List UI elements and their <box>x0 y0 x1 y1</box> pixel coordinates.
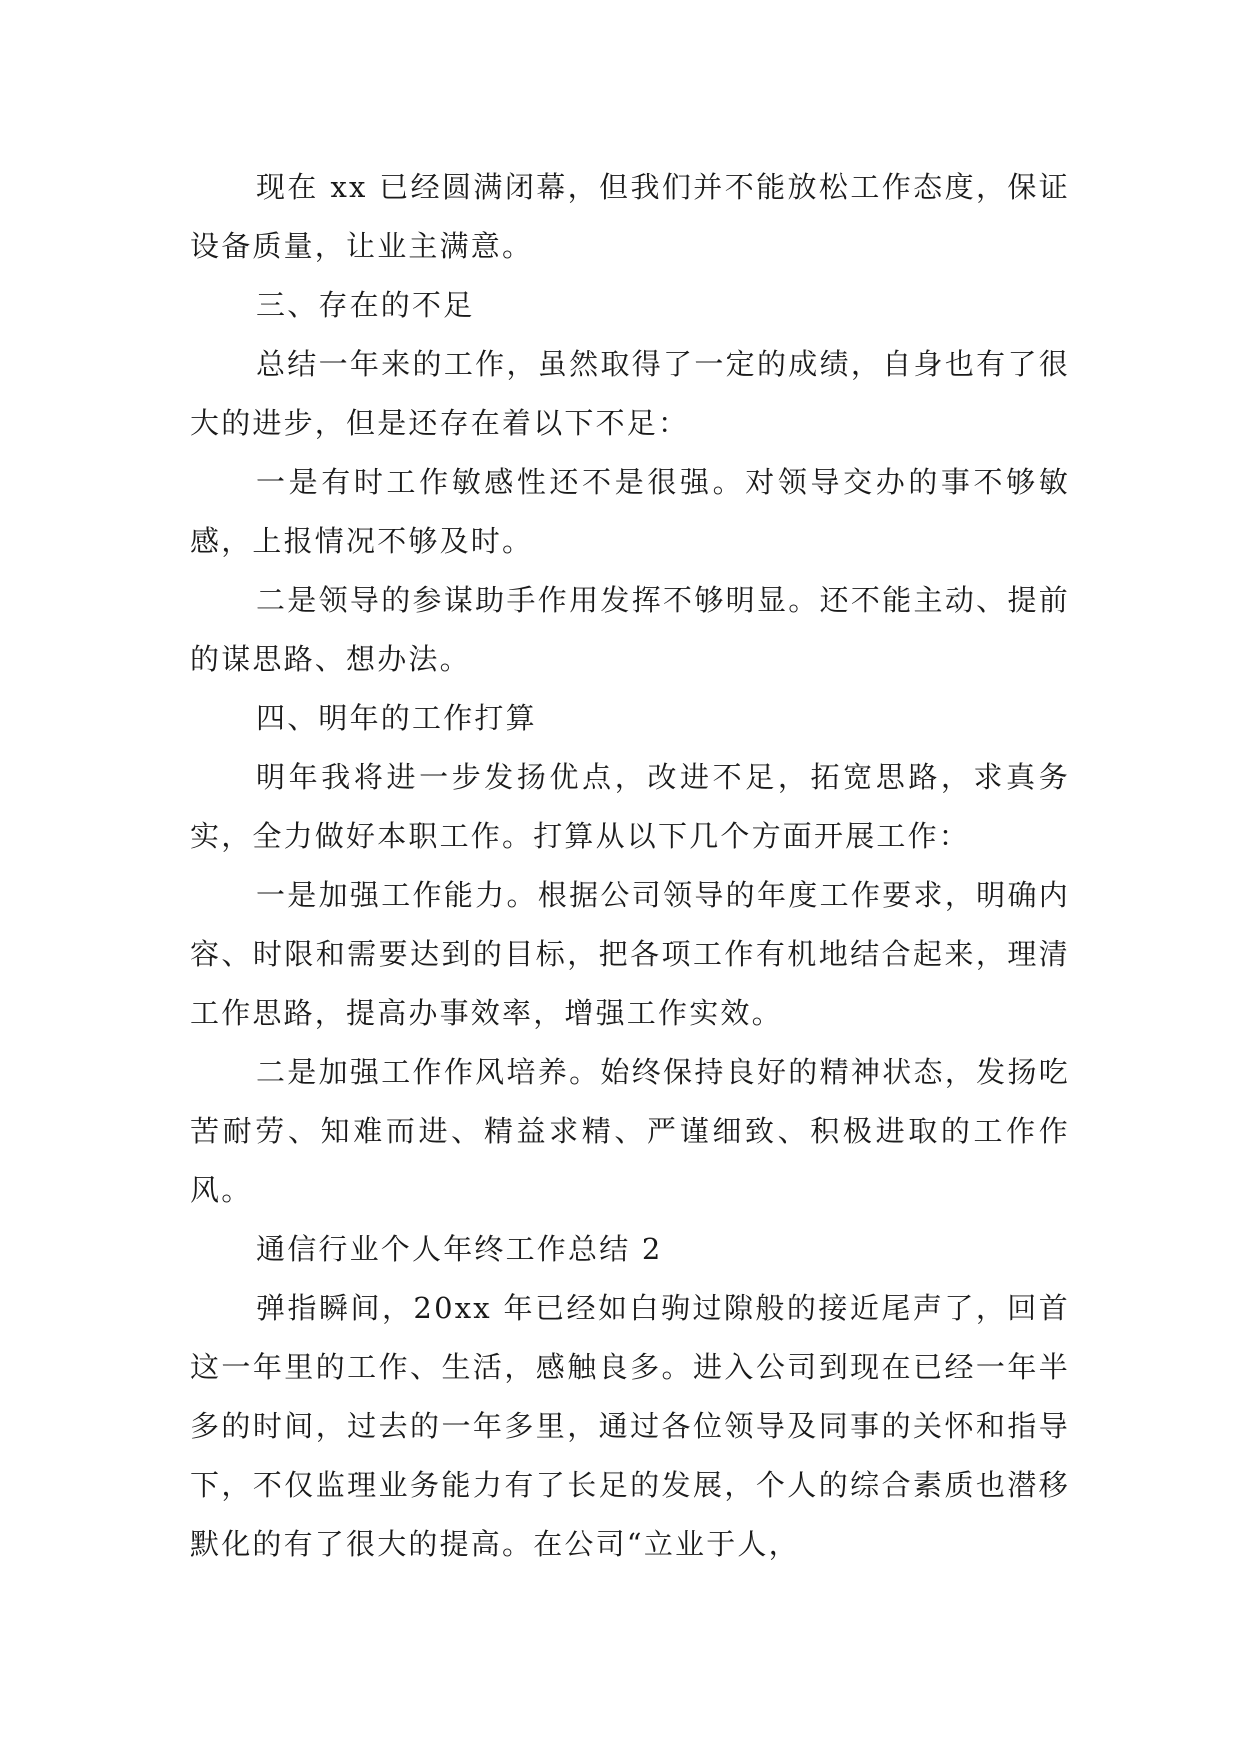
paragraph-plan-one: 一是加强工作能力。根据公司领导的年度工作要求，明确内容、时限和需要达到的目标，把各项工作有机地结合起来，理清工作思路，提高办事效率，增强工作实效。 <box>190 878 1070 1030</box>
paragraph-summary-2-opening: 弹指瞬间，20xx 年已经如白驹过隙般的接近尾声了，回首这一年里的工作、生活，感触良多。进入公司到现在已经一年半多的时间，过去的一年多里，通过各位领导及同事的关怀和指导下，不仅监理业务能力有了长足的发展，个人的综合素质也潜移默化的有了很大的提高。在公司“立业于人， <box>190 1291 1070 1561</box>
paragraph-shortcoming-one: 一是有时工作敏感性还不是很强。对领导交办的事不够敏感，上报情况不够及时。 <box>190 465 1070 558</box>
paragraph-closing-remark: 现在 xx 已经圆满闭幕，但我们并不能放松工作态度，保证设备质量，让业主满意。 <box>190 170 1070 263</box>
section-heading-shortcomings: 三、存在的不足 <box>256 288 475 322</box>
paragraph-shortcoming-two: 二是领导的参谋助手作用发挥不够明显。还不能主动、提前的谋思路、想办法。 <box>190 583 1070 676</box>
article-title-summary-2: 通信行业个人年终工作总结 2 <box>256 1232 663 1266</box>
paragraph-shortcomings-intro: 总结一年来的工作，虽然取得了一定的成绩，自身也有了很大的进步，但是还存在着以下不足： <box>190 347 1070 440</box>
section-heading-next-year-plan: 四、明年的工作打算 <box>256 701 537 735</box>
paragraph-plan-two: 二是加强工作作风培养。始终保持良好的精神状态，发扬吃苦耐劳、知难而进、精益求精、严谨细致、积极进取的工作作风。 <box>190 1055 1070 1207</box>
paragraph-plan-intro: 明年我将进一步发扬优点，改进不足，拓宽思路，求真务实，全力做好本职工作。打算从以下几个方面开展工作： <box>190 760 1070 853</box>
document-body <box>190 158 1070 1574</box>
